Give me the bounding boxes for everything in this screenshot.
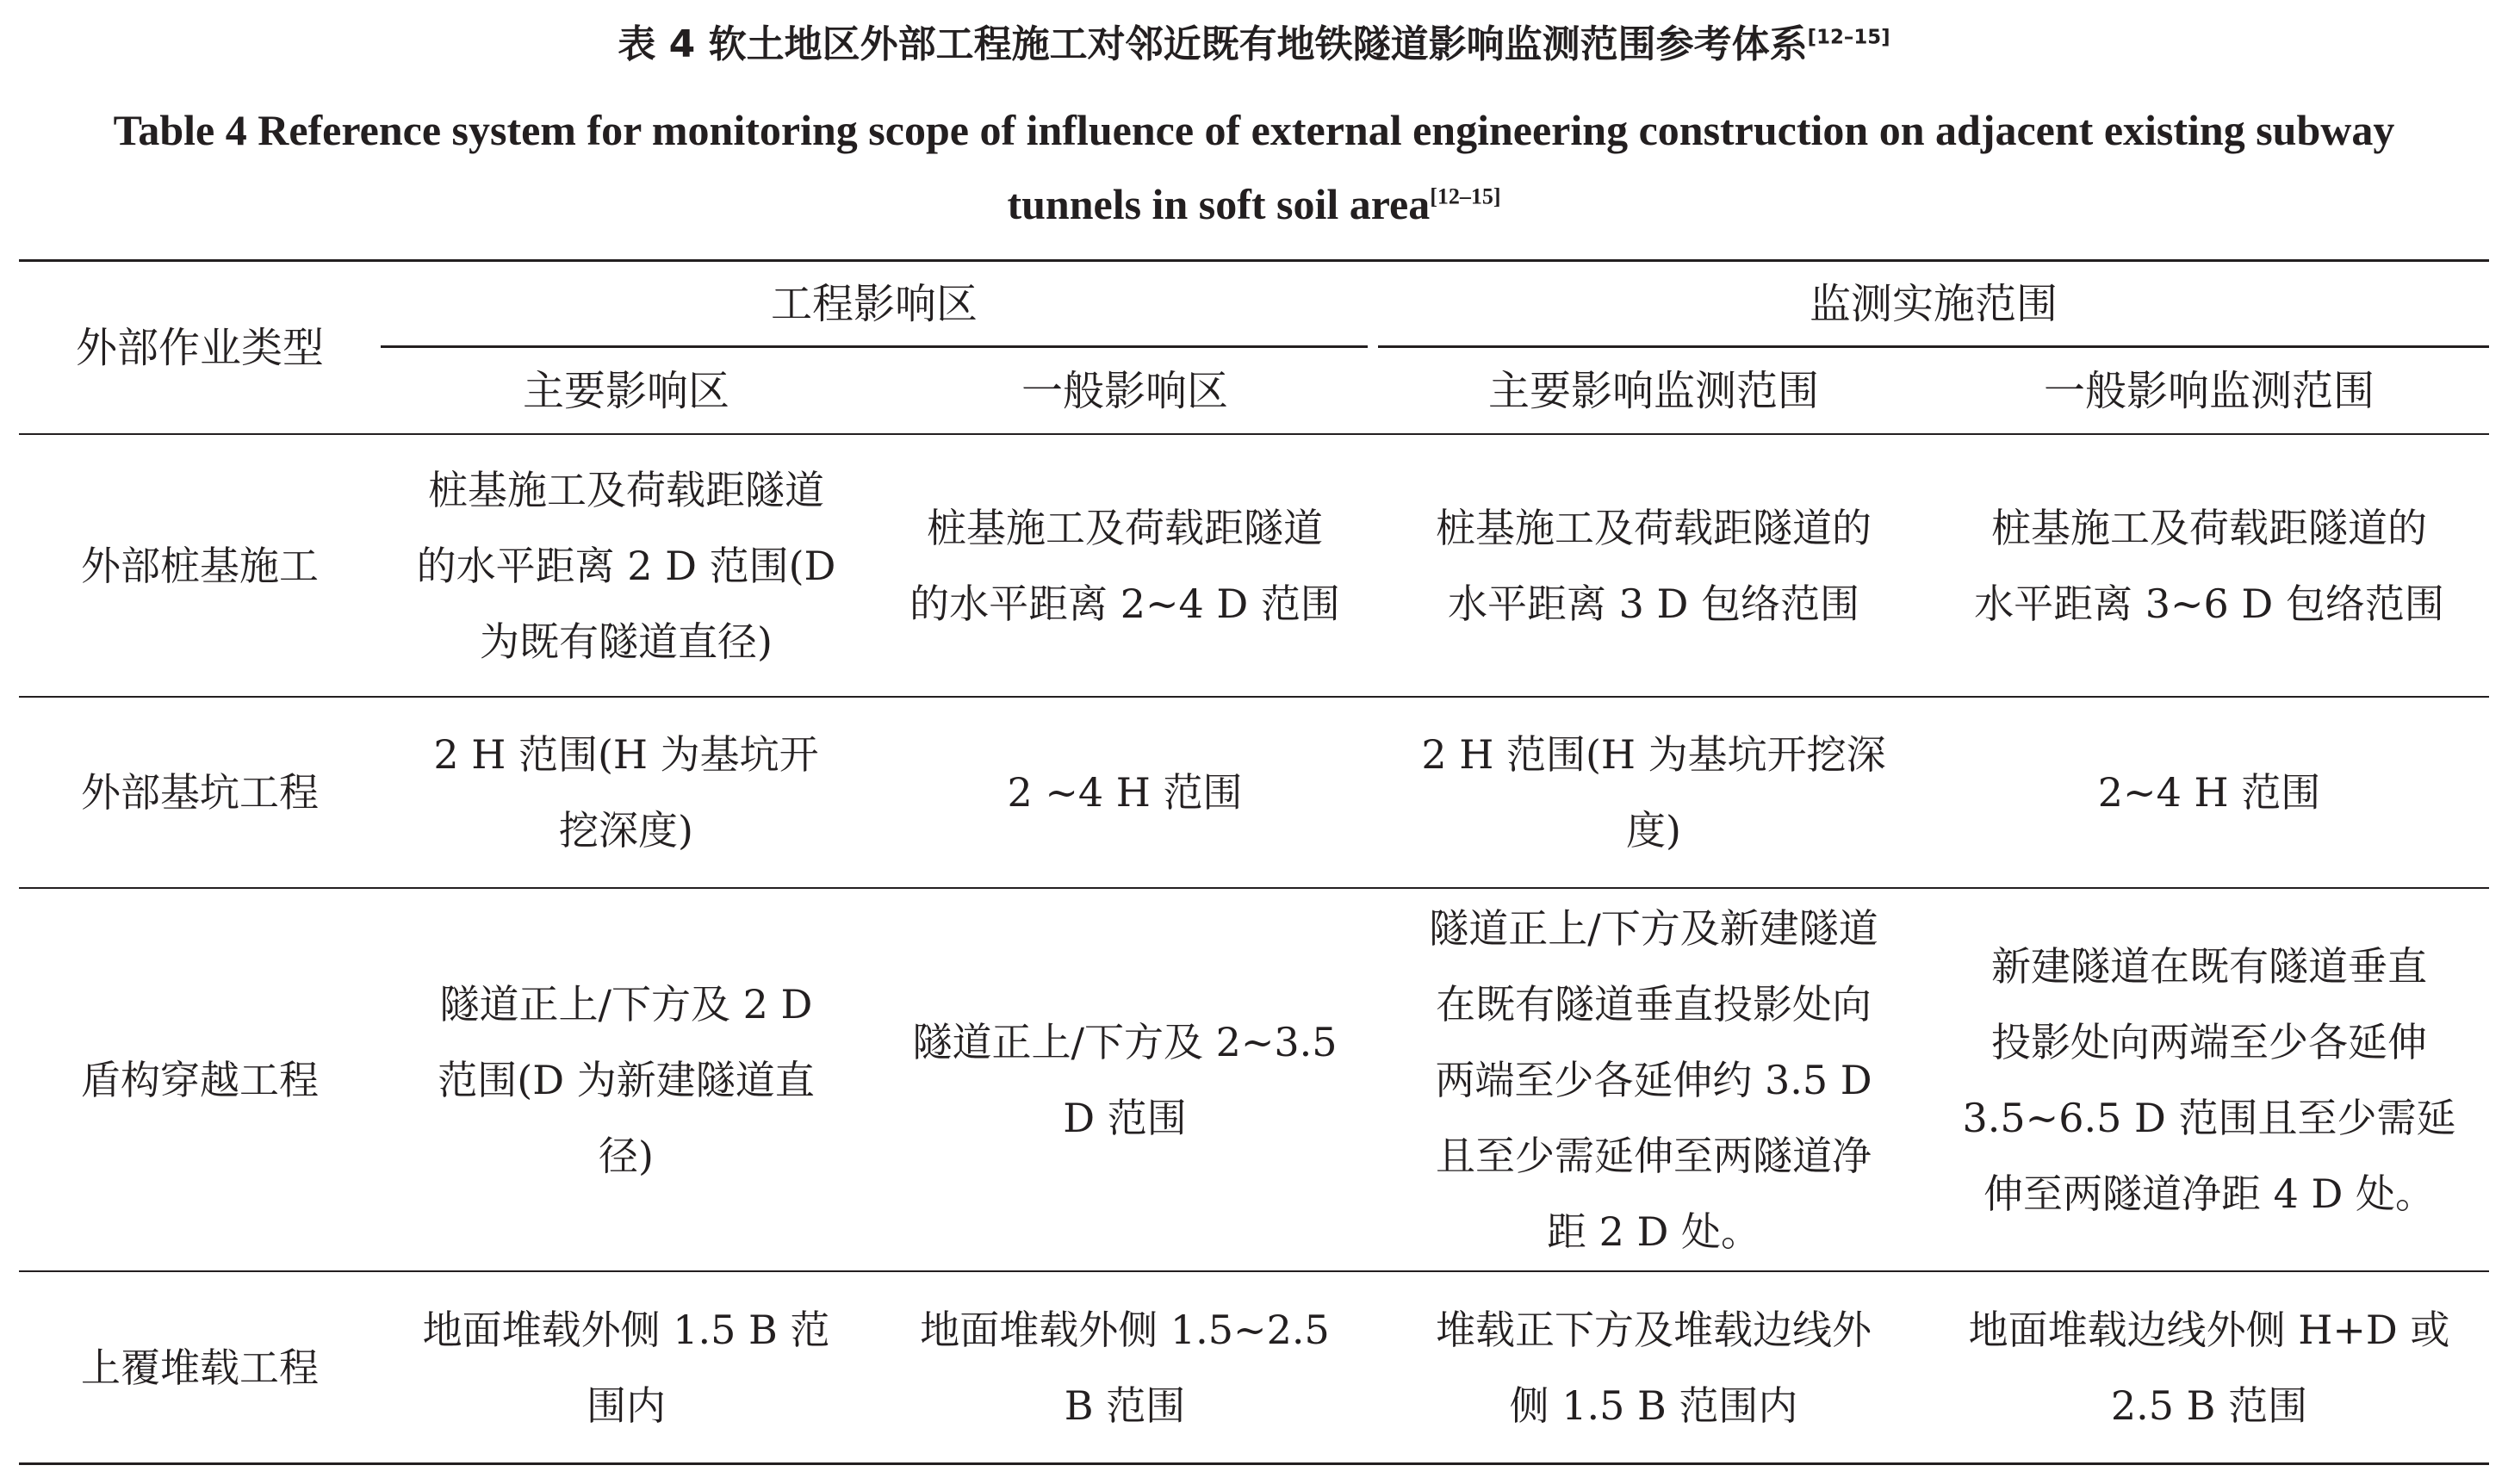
table-caption-english (69, 93, 2439, 241)
cell-line: 径) (599, 1132, 654, 1179)
cell-line: 围内 (586, 1382, 666, 1429)
cell-line: 2.5 B 范围 (2110, 1382, 2308, 1429)
row3-general-monitoring (1929, 889, 2489, 1270)
cell-line: 侧 1.5 B 范围内 (1509, 1382, 1798, 1429)
row4-general-impact (872, 1272, 1378, 1462)
row4-type (19, 1272, 381, 1462)
cell-line: 桩基施工及荷载距隧道 (428, 466, 824, 513)
header-general-monitoring-scope (1929, 348, 2489, 433)
header-sub4-label: 一般影响监测范围 (2043, 366, 2375, 415)
header-group1-label: 工程影响区 (770, 279, 978, 328)
row1-main-monitoring (1378, 435, 1929, 696)
cell-line: 的水平距离 2~4 D 范围 (909, 580, 1340, 627)
header-group-impact-zone (381, 262, 1368, 345)
cell-line: 范围(D 为新建隧道直 (438, 1056, 815, 1103)
cell-line: 2 H 范围(H 为基坑开挖深 (1421, 731, 1886, 778)
cell-line: 投影处向两端至少各延伸 (1990, 1018, 2427, 1065)
row2-type-label: 外部基坑工程 (81, 769, 319, 816)
cell-line: 桩基施工及荷载距隧道的 (1990, 504, 2427, 551)
header-sub3-label: 主要影响监测范围 (1487, 366, 1819, 415)
cell-line: 新建隧道在既有隧道垂直 (1990, 942, 2427, 990)
cell-line: 的水平距离 2 D 范围(D (416, 542, 836, 589)
cell-line: B 范围 (1064, 1382, 1186, 1429)
cell-line: 距 2 D 处。 (1546, 1208, 1760, 1255)
cell-line: 伸至两隧道净距 4 D 处。 (1983, 1170, 2435, 1217)
row4-general-monitoring (1929, 1272, 2489, 1462)
cell-line: D 范围 (1063, 1094, 1187, 1141)
header-sub2-label: 一般影响区 (1021, 366, 1228, 415)
cell-line: 地面堆载边线外侧 H+D 或 (1968, 1306, 2450, 1353)
caption-cn-reference: [12–15] (1807, 26, 1890, 49)
cell-line: 2 H 范围(H 为基坑开 (433, 731, 819, 778)
table-bottom-rule (19, 1462, 2489, 1465)
header-type-label: 外部作业类型 (75, 323, 324, 372)
header-sub1-label: 主要影响区 (522, 366, 729, 415)
cell-line: 桩基施工及荷载距隧道 (926, 504, 1323, 551)
row1-general-monitoring (1929, 435, 2489, 696)
row2-general-monitoring (1929, 698, 2489, 887)
row3-type (19, 889, 381, 1270)
cell-line: 且至少需延伸至两隧道净 (1436, 1132, 1872, 1179)
row3-type-label: 盾构穿越工程 (81, 1056, 319, 1103)
caption-en-reference: [12–15] (1430, 183, 1501, 209)
row2-main-monitoring (1378, 698, 1929, 887)
cell-line: 水平距离 3~6 D 包络范围 (1974, 580, 2444, 627)
row3-main-monitoring (1378, 889, 1929, 1270)
cell-line: 2~4 H 范围 (2097, 769, 2321, 816)
cell-line: 地面堆载外侧 1.5~2.5 (920, 1306, 1330, 1353)
row3-main-impact (381, 889, 872, 1270)
cell-line: 桩基施工及荷载距隧道的 (1436, 504, 1872, 551)
cell-line: 隧道正上/下方及 2 D (439, 980, 813, 1028)
cell-line: 为既有隧道直径) (480, 618, 773, 665)
row1-type-label: 外部桩基施工 (81, 542, 319, 589)
header-type (19, 262, 381, 433)
header-group-monitoring-scope (1378, 262, 2489, 345)
cell-line: 在既有隧道垂直投影处向 (1436, 980, 1872, 1028)
row1-type (19, 435, 381, 696)
cell-line: 隧道正上/下方及新建隧道 (1429, 904, 1878, 952)
cell-line: 地面堆载外侧 1.5 B 范 (422, 1306, 830, 1353)
cell-line: 挖深度) (559, 807, 693, 854)
row1-general-impact (872, 435, 1378, 696)
header-general-impact-zone (872, 348, 1378, 433)
row4-type-label: 上覆堆载工程 (81, 1344, 319, 1391)
caption-en-text: Table 4 Reference system for monitoring scope of influence of external engineering construction on adjacent existing subway tunnels in soft soil area (113, 106, 2395, 228)
cell-line: 3.5~6.5 D 范围且至少需延 (1962, 1094, 2456, 1141)
row2-type (19, 698, 381, 887)
cell-line: 堆载正下方及堆载边线外 (1436, 1306, 1872, 1353)
cell-line: 2 ~4 H 范围 (1007, 769, 1243, 816)
cell-line: 隧道正上/下方及 2~3.5 (912, 1018, 1338, 1065)
row3-general-impact (872, 889, 1378, 1270)
cell-line: 水平距离 3 D 包络范围 (1447, 580, 1859, 627)
header-group2-label: 监测实施范围 (1809, 279, 2058, 328)
row4-main-impact (381, 1272, 872, 1462)
caption-cn-text: 表 4 软土地区外部工程施工对邻近既有地铁隧道影响监测范围参考体系 (618, 22, 1808, 66)
table-caption-chinese (0, 17, 2508, 72)
row2-main-impact (381, 698, 872, 887)
header-main-monitoring-scope (1378, 348, 1929, 433)
row2-general-impact (872, 698, 1378, 887)
row4-main-monitoring (1378, 1272, 1929, 1462)
header-main-impact-zone (381, 348, 872, 433)
cell-line: 度) (1626, 807, 1681, 854)
cell-line: 两端至少各延伸约 3.5 D (1435, 1056, 1872, 1103)
row1-main-impact (381, 435, 872, 696)
